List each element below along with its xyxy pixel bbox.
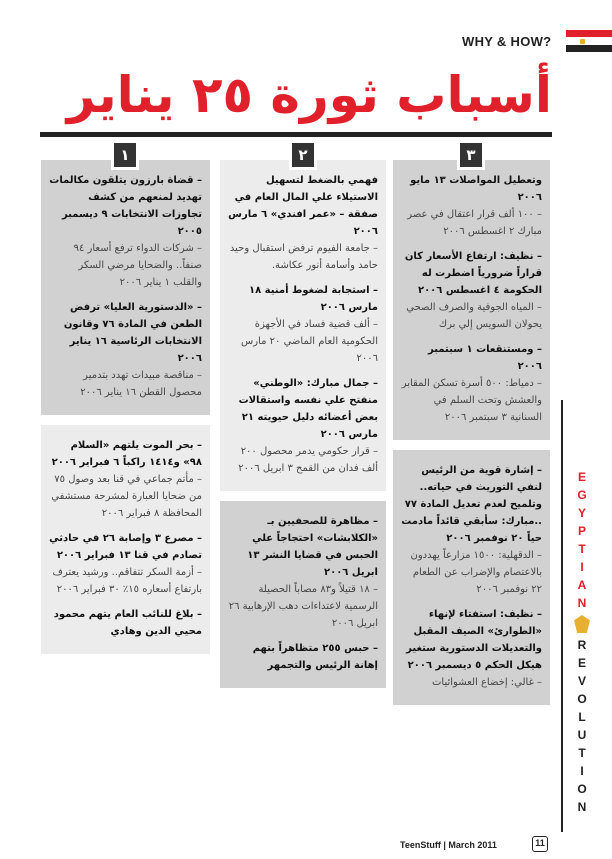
timeline-item [401, 341, 542, 426]
side-letter: A [577, 578, 587, 592]
timeline-item [49, 299, 202, 401]
item-body: – ١٠٠ ألف قرار اعتقال في عصر مبارك ٢ اغسطس ٢٠٠٦ [407, 209, 542, 237]
side-letter: T [578, 746, 586, 760]
timeline-item [49, 437, 202, 522]
side-letter: O [577, 692, 587, 706]
item-headline: – حبس ٢٥٥ متظاهراً بتهم إهانة الرئيس والتجمهر [252, 643, 378, 671]
item-body: – الدقهلية: ١٥٠٠ مزارعاً يهددون بالاعتصام والإضراب عن الطعام ٢٢ نوفمبر ٢٠٠٦ [410, 550, 542, 595]
side-letter: N [577, 596, 587, 610]
side-word-revolution [572, 636, 592, 816]
item-headline: – مصرع ٣ وإصابة ٢٦ في حادثي تصادم في قنا ١٣ فبراير ٢٠٠٦ [49, 533, 202, 561]
item-body: – مأتم جماعي في قنا بعد وصول ٧٥ من ضحايا العبارة لمشرحة مستشفي المحافظة ٨ فبراير ٢٠٠٦ [51, 474, 202, 519]
column-2 [220, 160, 386, 688]
item-body: – غالي: إخضاع العشوائيات [432, 677, 542, 688]
item-body: – دمياط: ٥٠٠ أسرة تسكن المقابر والعشش وتحت السلم في السنانية ٣ سبتمبر ٢٠٠٦ [401, 378, 542, 423]
side-letter: I [580, 560, 584, 574]
timeline-item [401, 606, 542, 691]
column-1-box-2 [41, 425, 210, 654]
item-headline: وتعطيل المواصلات ١٣ مايو ٢٠٠٦ [410, 175, 542, 203]
timeline-item [228, 282, 378, 367]
column-number-badge: ٣ [457, 140, 485, 170]
egypt-flag-icon [566, 30, 612, 52]
item-headline: – جمال مبارك: «الوطني» منفتح علي نفسه واستقالات بعض أعضائه دليل حيويته ٢١ مارس ٢٠٠٦ [238, 378, 378, 440]
item-body: – قرار حكومي يدمر محصول ٢٠٠ ألف فدان من القمح ٣ ابريل ٢٠٠٦ [238, 446, 378, 474]
side-divider [561, 400, 563, 832]
side-letter: R [577, 638, 587, 652]
side-letter: E [577, 470, 586, 484]
item-headline: – استجابة لضغوط أمنية ١٨ مارس ٢٠٠٦ [248, 285, 378, 313]
item-body: – جامعة الفيوم ترفض استقبال وحيد حامد وأسامة أنور عكاشة. [229, 243, 378, 271]
side-letter: O [577, 782, 587, 796]
column-number-badge: ٢ [289, 140, 317, 170]
eagle-icon [574, 615, 590, 633]
page-number: 11 [532, 836, 548, 852]
column-3-box-2 [393, 450, 550, 705]
timeline-item [49, 530, 202, 598]
side-letter: U [577, 728, 587, 742]
item-body: – المياه الجوفية والصرف الصحي يحولان السويس إلي برك [406, 302, 542, 330]
timeline-item [228, 375, 378, 477]
column-2-box-1 [220, 160, 386, 491]
item-headline: – «الدستورية العليا» ترفض الطعن في المادة ٧٦ وقانون الانتخابات الرئاسية ١٦ يناير ٢٠٠٦ [63, 302, 202, 364]
column-3-box-1 [393, 160, 550, 440]
side-letter: I [580, 764, 584, 778]
item-headline: – نظيف: استفتاء لإنهاء «الطوارئ» الصيف المقبل والتعديلات الدستورية ستغير هيكل الحكم ٥ ديسمبر ٢٠٠٦ [406, 609, 542, 671]
timeline-item [49, 172, 202, 291]
item-body: – مناقصة مبيدات تهدد بتدمير محصول القطن ١٦ يناير ٢٠٠٦ [80, 370, 202, 398]
side-letter: Y [577, 506, 586, 520]
column-3 [393, 160, 550, 705]
item-body: – ألف قضية فساد في الأجهزة الحكومية العام الماضي ٢٠ مارس ٢٠٠٦ [241, 319, 378, 364]
timeline-item [401, 172, 542, 240]
item-headline: – بلاغ للنائب العام يتهم محمود محيي الدين وهادي [53, 609, 202, 637]
column-1-box-1 [41, 160, 210, 415]
side-letter: E [577, 656, 586, 670]
item-headline: – مظاهرة للصحفيين بـ «الكلابشات» احتجاجاً علي الحبس في قضايا النشر ١٣ ابريل ٢٠٠٦ [247, 516, 378, 578]
side-letter: L [578, 710, 586, 724]
side-letter: P [577, 524, 586, 538]
timeline-item [228, 513, 378, 632]
item-headline: فهمي بالضغط لتسهيل الاستيلاء علي المال العام في صفقة – «عمر افندي» ٦ مارس ٢٠٠٦ [228, 175, 378, 237]
item-headline: – بحر الموت يلتهم «السلام ٩٨» و١٤١٤ راكباً ٦ فبراير ٢٠٠٦ [51, 440, 202, 468]
timeline-item [228, 640, 378, 674]
item-headline: – نظيف: ارتفاع الأسعار كان قراراً ضرورياً اضطرت له الحكومة ٤ اغسطس ٢٠٠٦ [404, 251, 542, 296]
footer-credit: TeenStuff | March 2011 [400, 840, 497, 850]
page-title: أسباب ثورة ٢٥ يناير [66, 66, 552, 124]
timeline-item [401, 248, 542, 333]
item-body: – ١٨ قتيلاً و٨٣ مصاباً الحصيلة الرسمية لاعتداءات دهب الإرهابية ٢٦ ابريل ٢٠٠٦ [228, 584, 378, 629]
column-2-box-2 [220, 501, 386, 688]
item-headline: – قضاة بارزون يتلقون مكالمات تهديد لمنعهم من كشف تجاوزات الانتخابات ٩ ديسمبر ٢٠٠٥ [49, 175, 202, 237]
timeline-item [49, 606, 202, 640]
side-letter: T [578, 542, 586, 556]
side-letter: G [577, 488, 587, 502]
item-headline: – إشارة قوية من الرئيس لنفي التوريث في حياته.. وتلميح لعدم تعديل المادة ٧٧ ..مبارك: سأبقي قائداً مادمت حياً ٢٠ نوفمبر ٢٠٠٦ [401, 465, 542, 544]
item-headline: – ومستنقعات ١ سبتمبر ٢٠٠٦ [428, 344, 542, 372]
section-kicker: WHY & HOW? [462, 34, 552, 49]
side-word-egyptian [572, 468, 592, 612]
column-1 [41, 160, 210, 654]
title-divider [40, 132, 552, 137]
timeline-item [401, 462, 542, 598]
column-number-badge: ١ [111, 140, 139, 170]
item-body: – شركات الدواء ترفع أسعار ٩٤ صنفاً.. والضحايا مرضي السكر والقلب ١ يناير ٢٠٠٦ [73, 243, 202, 288]
side-letter: N [577, 800, 587, 814]
side-banner [572, 468, 592, 816]
item-body: – أزمة السكر تتفاقم.. ورشيد يعترف بارتفاع أسعاره ١٥٪ ٣٠ فبراير ٢٠٠٦ [52, 567, 202, 595]
side-letter: V [577, 674, 586, 688]
timeline-item [228, 172, 378, 274]
